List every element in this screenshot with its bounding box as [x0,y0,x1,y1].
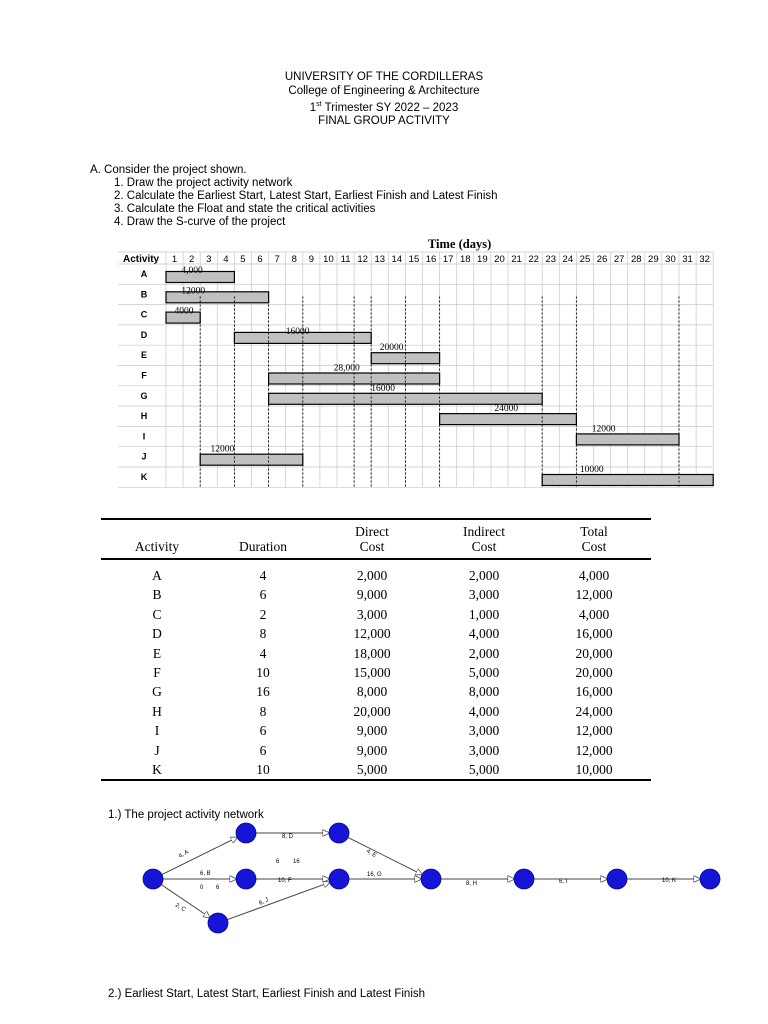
table-cell: F [153,665,161,681]
day-tick-label: 8 [291,254,297,265]
day-tick-label: 28 [630,254,642,265]
table-cell: 20,000 [575,645,613,661]
activity-row-label: J [141,451,147,462]
table-cell: J [154,742,160,758]
table-cell: 5,000 [356,762,388,778]
table-cell: A [152,568,162,583]
day-tick-label: 10 [323,254,334,265]
edge-label: 6, B [200,871,211,877]
day-tick-label: 1 [171,254,178,265]
table-cell: 2,000 [356,568,388,583]
node-time-label: 0 [200,885,204,891]
table-cell: 3,000 [468,587,500,603]
activity-row-label: G [140,390,148,401]
day-tick-label: 2 [189,254,195,265]
activity-bar [200,454,303,465]
activity-row-label: E [140,350,148,361]
node-time-label: 6 [276,859,280,865]
header-text: Cost [359,539,385,554]
table-cell: E [152,645,162,661]
day-tick-label: 13 [374,254,386,265]
activity-cost-label: 24000 [494,404,519,415]
table-cell: 9,000 [356,742,388,758]
activity-bar [440,414,577,425]
table-row [101,663,651,682]
day-tick-label: 12 [357,254,368,265]
edge-label: 10, K [662,878,677,884]
header-text: Direct [355,524,389,539]
table-cell: 16,000 [575,626,613,642]
activity-cost-label: 12000 [181,286,206,297]
day-tick-label: 16 [425,254,437,265]
day-tick-label: 3 [206,254,212,265]
activity-row-label: F [141,370,147,381]
activity-cost-label: 16000 [371,383,395,394]
activity-bar [576,434,679,445]
section-a-intro: A. Consider the project shown. [90,164,247,176]
day-tick-label: 30 [665,254,676,265]
network-arrow [348,837,422,874]
header-text: Cost [471,539,497,554]
day-tick-label: 18 [459,254,471,265]
day-tick-label: 31 [682,254,693,265]
gantt-title: Time (days) [427,237,492,251]
table-row [101,682,651,701]
table-row [101,741,651,760]
network-node [700,869,720,889]
activity-cost-label: 16000 [285,326,310,337]
activity-row-label: B [140,289,148,300]
activity-row-label: D [140,329,148,340]
college-name: College of Engineering & Architecture [288,84,480,97]
edge-label: 4, A [178,849,190,860]
table-cell: 18,000 [353,645,391,661]
day-tick-label: 5 [240,254,246,265]
activity-title: FINAL GROUP ACTIVITY [318,115,450,128]
day-tick-label: 25 [579,254,591,265]
university-name: UNIVERSITY OF THE CORDILLERAS [284,71,484,83]
table-cell: 20,000 [353,703,391,719]
table-cell: 4,000 [468,703,500,719]
term-line: 1st Trimester SY 2022 – 2023 [309,101,459,114]
table-cell: 1,000 [468,606,500,622]
table-cell: 4,000 [578,606,610,622]
table-cell: 3,000 [468,723,500,739]
cost-table-header-cell [313,519,431,559]
table-cell: 6 [259,587,267,603]
edge-label: 2, C [174,902,187,914]
table-cell: 10,000 [575,762,613,778]
table-row [101,605,651,624]
table-cell: 8,000 [468,684,500,700]
table-cell: 4,000 [578,568,610,583]
table-cell: 8 [259,626,267,642]
table-cell: G [152,684,162,700]
table-cell: 10 [256,665,270,681]
table-cell: 12,000 [353,626,391,642]
day-tick-label: 21 [511,254,522,265]
table-cell: 5,000 [468,762,500,778]
day-tick-label: 14 [391,254,403,265]
table-cell: 8 [259,703,267,719]
day-tick-label: 6 [257,254,263,265]
activity-cost-label: 12000 [210,444,235,455]
table-cell: 12,000 [575,587,613,603]
table-cell: 9,000 [356,723,388,739]
network-node [421,869,441,889]
table-cell: 5,000 [468,665,500,681]
table-cell: 20,000 [575,665,613,681]
header-text: Cost [581,539,607,554]
table-cell: D [152,626,162,642]
cost-table-header [101,519,651,559]
table-cell: 12,000 [575,742,613,758]
edge-label: 8, H [466,881,478,887]
table-cell: C [152,606,162,622]
day-tick-label: 29 [648,254,659,265]
cost-table-header-cell [431,519,537,559]
network-node [236,823,256,843]
table-row [101,702,651,721]
table-cell: H [152,703,162,719]
table-row [101,585,651,604]
table-cell: 16,000 [575,684,613,700]
table-cell: 12,000 [575,723,613,739]
table-cell: 16 [256,684,270,700]
document-header [0,71,768,129]
table-cell: I [154,723,160,739]
day-tick-label: 23 [545,254,557,265]
activity-row-label: H [140,411,148,422]
table-cell: 6 [259,723,267,739]
header-text: Duration [239,539,287,554]
table-row [101,644,651,663]
edge-label: 6, J [258,897,270,907]
network-node [236,869,256,889]
activity-row-label: C [140,309,148,320]
day-tick-label: 22 [528,254,539,265]
table-cell: 3,000 [468,742,500,758]
activity-row-label: K [140,472,148,482]
task-item: 4. Draw the S-curve of the project [114,216,286,228]
node-time-label: 6 [216,885,220,891]
day-tick-label: 19 [477,254,488,265]
table-cell: 4,000 [468,626,500,642]
edge-label: 8, D [282,834,294,840]
table-cell: B [152,587,162,603]
edge-label: 10, F [278,878,292,884]
table-cell: 9,000 [356,587,388,603]
cost-table-header-cell [101,519,213,559]
table-cell: 4 [259,568,267,583]
table-cell: 15,000 [353,665,391,681]
header-text: Activity [134,539,180,554]
activity-cost-label: 20000 [379,343,404,354]
activity-bar [542,475,713,486]
activity-bar [269,393,543,404]
table-cell: 2,000 [468,645,500,661]
activity-cost-label: 10000 [579,465,604,475]
task-list [90,177,498,229]
network-node [208,913,228,933]
section-a [90,164,498,229]
task-item: 1. Draw the project activity network [114,177,293,189]
table-cell: 24,000 [575,703,613,719]
table-cell: K [152,762,162,778]
activity-cost-label: 12000 [591,424,616,435]
network-heading: 1.) The project activity network [108,809,264,821]
edge-label: 16, G [367,872,382,878]
header-text: Indirect [463,524,505,539]
day-tick-label: 11 [340,254,351,265]
day-tick-label: 9 [308,254,314,265]
task-item: 2. Calculate the Earliest Start, Latest Start, Earliest Finish and Latest Finish [114,190,498,202]
table-cell: 10 [256,762,270,778]
day-tick-label: 15 [408,254,420,265]
cost-table-header-cell [213,519,313,559]
table-cell: 6 [259,742,267,758]
cost-table-header-cell [537,519,651,559]
day-tick-label: 32 [699,254,710,265]
day-tick-label: 26 [596,254,608,265]
day-tick-label: 24 [562,254,574,265]
section-2-heading: 2.) Earliest Start, Latest Start, Earliest Finish and Latest Finish [108,988,426,1000]
table-row [101,559,651,585]
day-tick-label: 7 [274,254,280,265]
gantt-chart [118,236,718,494]
node-time-label: 16 [293,859,300,865]
table-row [101,721,651,740]
activity-cost-label: 4000 [174,306,194,317]
day-tick-label: 4 [223,254,229,265]
activity-row-label: I [142,431,146,442]
table-cell: 2,000 [468,568,500,583]
activity-cost-label: 28,000 [333,363,360,374]
network-node [329,869,349,889]
table-row [101,624,651,643]
network-node [514,869,534,889]
network-node [143,869,163,889]
activity-network-diagram [130,818,730,938]
activity-cost-label: 4,000 [181,266,203,276]
table-cell: 4 [259,645,267,661]
network-node [329,823,349,843]
network-arrow [162,837,237,874]
day-tick-label: 27 [613,254,625,265]
activity-row-label: A [140,269,148,279]
day-tick-label: 17 [442,254,454,265]
task-item: 3. Calculate the Float and state the critical activities [114,203,376,215]
table-cell: 3,000 [356,606,388,622]
edge-label: 4, E [365,848,378,860]
day-tick-label: 20 [494,254,505,265]
activity-column-label: Activity [123,254,160,265]
cost-table [101,518,651,781]
table-row [101,760,651,780]
table-cell: 2 [259,606,267,622]
table-cell: 8,000 [356,684,388,700]
header-text: Total [580,524,608,539]
network-node [607,869,627,889]
edge-label: 6, I [559,879,568,885]
